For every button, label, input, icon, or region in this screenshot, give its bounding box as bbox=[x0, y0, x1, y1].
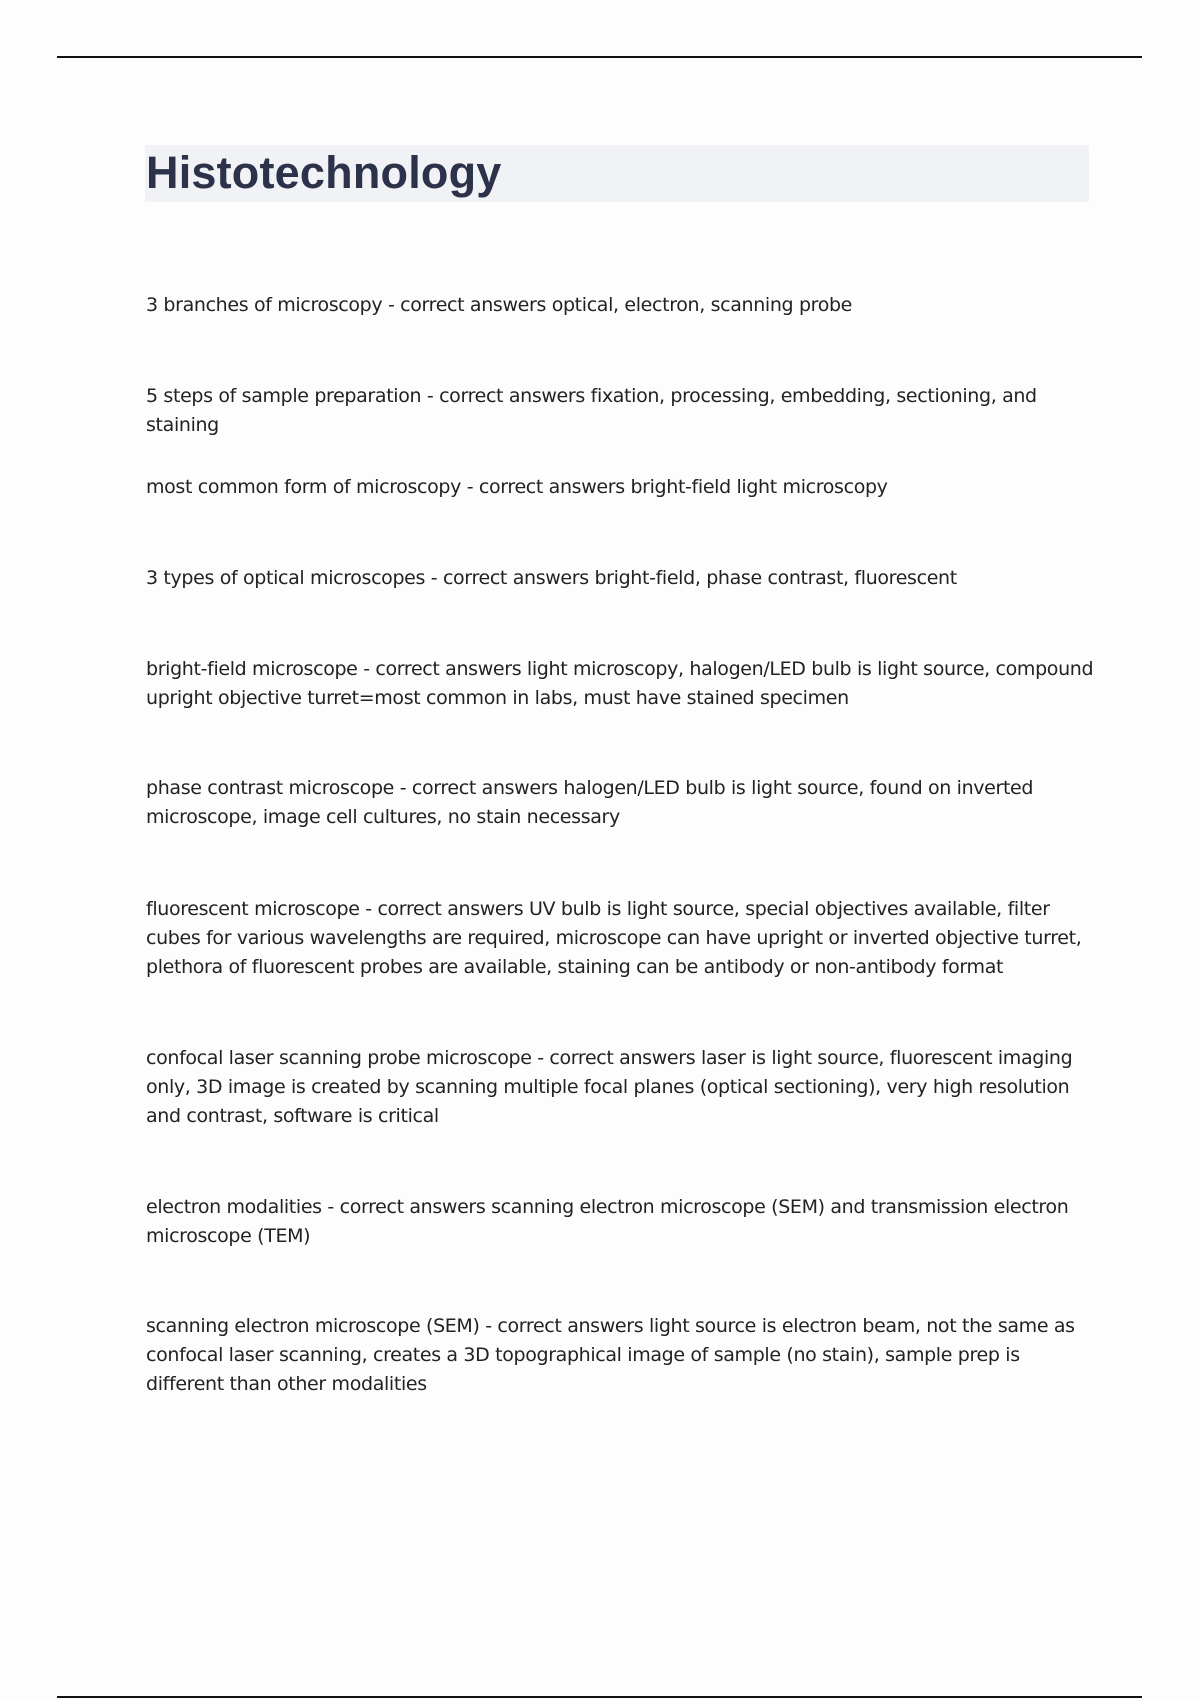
flashcard-9: electron modalities - correct answers scanning electron microscope (SEM) and transmission electron microscope (TEM) bbox=[146, 1196, 1069, 1247]
flashcard-5: bright-field microscope - correct answers light microscopy, halogen/LED bulb is light source, compound upright objective turret=most common in labs, must have stained specimen bbox=[146, 658, 1094, 709]
flashcard-7: fluorescent microscope - correct answers UV bulb is light source, special objectives available, filter cubes for various wavelengths are required, microscope can have upright or inverted objective turret, plethora of fluorescent probes are available, staining can be antibody or non-antibody format bbox=[146, 898, 1082, 978]
flashcard-1: 3 branches of microscopy - correct answers optical, electron, scanning probe bbox=[146, 294, 853, 316]
flashcard-8: confocal laser scanning probe microscope - correct answers laser is light source, fluorescent imaging only, 3D image is created by scanning multiple focal planes (optical sectioning), very high resolution and contrast, software is critical bbox=[146, 1047, 1073, 1127]
document-title: Histotechnology bbox=[146, 147, 502, 198]
flashcard-2: 5 steps of sample preparation - correct answers fixation, processing, embedding, sectioning, and staining bbox=[146, 385, 1037, 436]
flashcard-4: 3 types of optical microscopes - correct answers bright-field, phase contrast, fluorescent bbox=[146, 567, 957, 589]
flashcard-6: phase contrast microscope - correct answers halogen/LED bulb is light source, found on inverted microscope, image cell cultures, no stain necessary bbox=[146, 777, 1034, 828]
bottom-divider bbox=[57, 1696, 1142, 1698]
top-divider bbox=[57, 56, 1142, 58]
flashcard-10: scanning electron microscope (SEM) - correct answers light source is electron beam, not the same as confocal laser scanning, creates a 3D topographical image of sample (no stain), sample prep is different than other modalities bbox=[146, 1315, 1075, 1395]
flashcard-3: most common form of microscopy - correct answers bright-field light microscopy bbox=[146, 476, 888, 498]
